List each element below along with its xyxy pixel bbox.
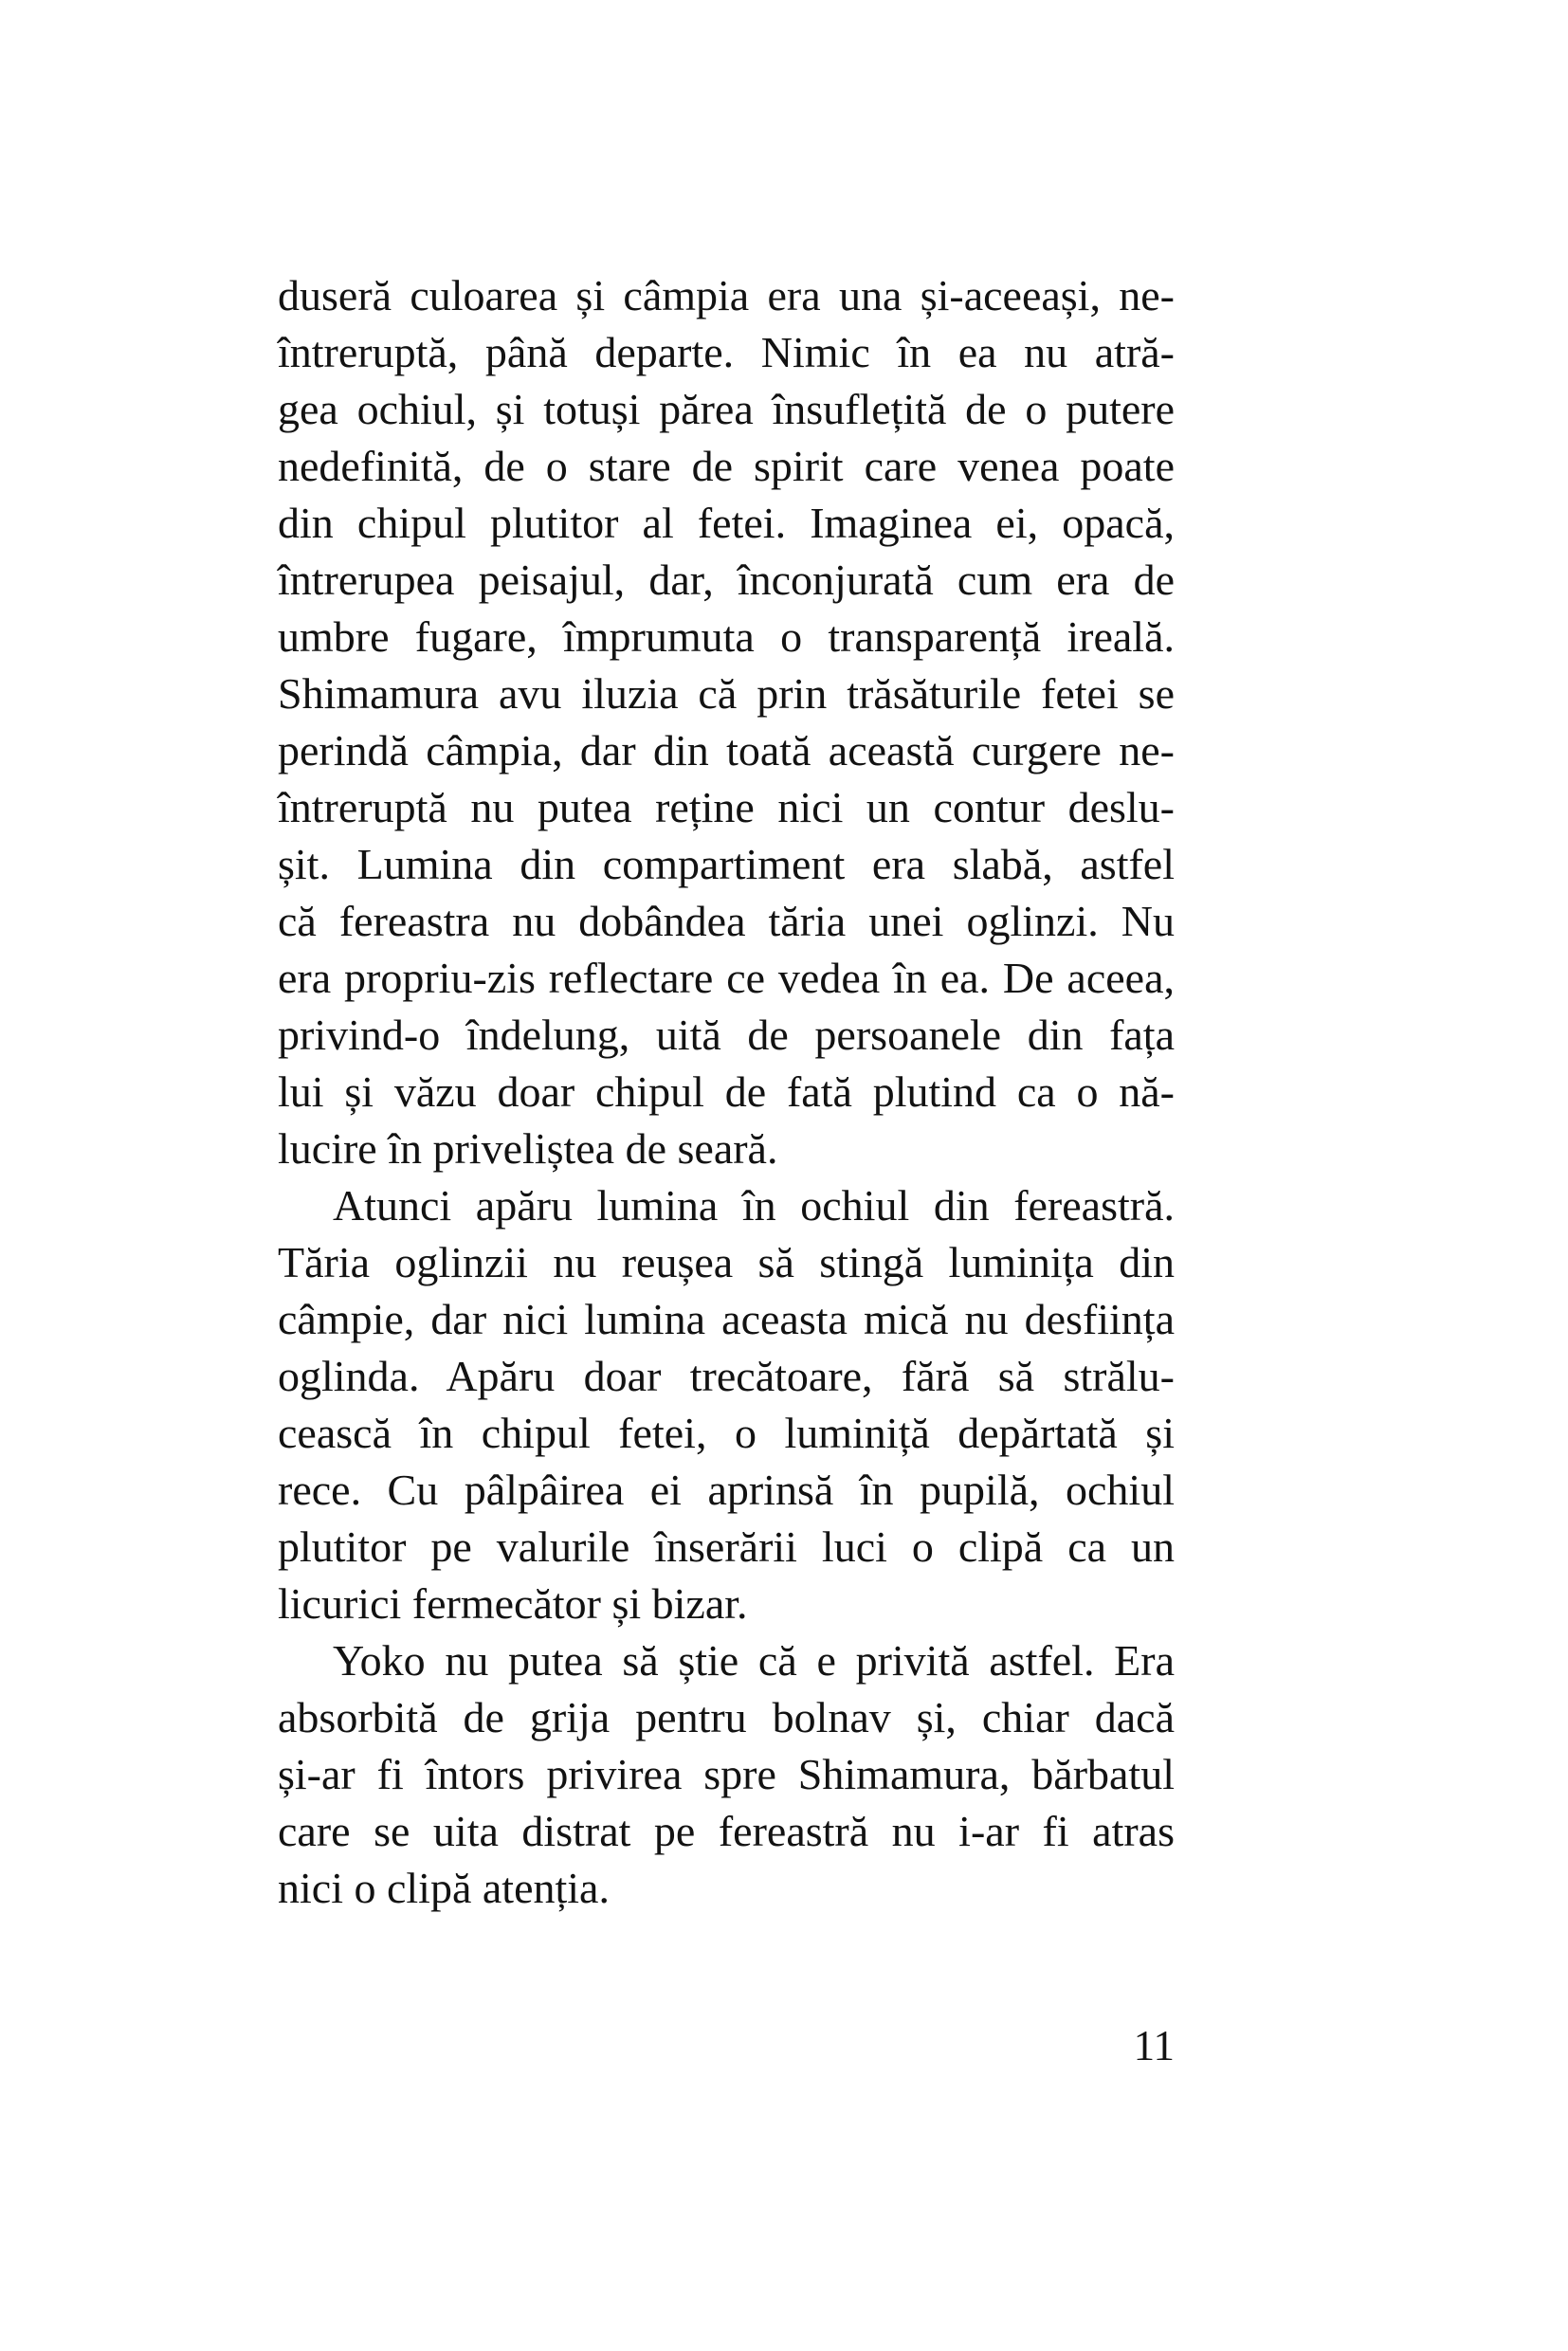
text-line: că fereastra nu dobândea tăria unei oglinzi. Nu bbox=[278, 897, 1175, 945]
text-line: umbre fugare, împrumuta o transparență ireală. bbox=[278, 612, 1175, 661]
text-line: Yoko nu putea să știe că e privită astfel. Era bbox=[333, 1636, 1175, 1685]
text-line: din chipul plutitor al fetei. Imaginea ei, opacă, bbox=[278, 499, 1175, 547]
text-line: întreruptă nu putea reține nici un contur deslu- bbox=[278, 783, 1175, 831]
text-line: întrerupea peisajul, dar, înconjurată cum era de bbox=[278, 556, 1175, 604]
body-text bbox=[278, 267, 1175, 1917]
text-line: șit. Lumina din compartiment era slabă, astfel bbox=[278, 840, 1175, 888]
text-line: privind-o îndelung, uită de persoanele din fața bbox=[278, 1011, 1175, 1059]
text-line: nedefinită, de o stare de spirit care venea poate bbox=[278, 442, 1175, 490]
text-line: nici o clipă atenția. bbox=[278, 1864, 610, 1912]
text-line: rece. Cu pâlpâirea ei aprinsă în pupilă, ochiul bbox=[278, 1466, 1175, 1514]
text-line: absorbită de grija pentru bolnav și, chiar dacă bbox=[278, 1693, 1175, 1741]
text-line: lui și văzu doar chipul de fată plutind ca o nă- bbox=[278, 1067, 1175, 1116]
text-line: cească în chipul fetei, o luminiță depărtată și bbox=[278, 1409, 1175, 1457]
text-line: oglinda. Apăru doar trecătoare, fără să strălu- bbox=[278, 1352, 1175, 1400]
text-line: întreruptă, până departe. Nimic în ea nu atră- bbox=[278, 328, 1175, 376]
text-line: câmpie, dar nici lumina aceasta mică nu desființa bbox=[278, 1295, 1175, 1343]
text-line: gea ochiul, și totuși părea însuflețită de o putere bbox=[278, 385, 1175, 433]
text-line: și-ar fi întors privirea spre Shimamura, bărbatul bbox=[278, 1750, 1175, 1798]
text-line: plutitor pe valurile înserării luci o clipă ca un bbox=[278, 1522, 1175, 1571]
text-line: licurici fermecător și bizar. bbox=[278, 1579, 748, 1628]
text-line: Shimamura avu iluzia că prin trăsăturile fetei se bbox=[278, 669, 1175, 718]
text-line: perindă câmpia, dar din toată această curgere ne- bbox=[278, 726, 1175, 775]
text-line: era propriu-zis reflectare ce vedea în ea. De aceea, bbox=[278, 954, 1175, 1002]
text-line: care se uita distrat pe fereastră nu i-ar fi atras bbox=[278, 1807, 1175, 1855]
text-line: Atunci apăru lumina în ochiul din fereastră. bbox=[333, 1181, 1175, 1230]
text-line: lucire în priveliștea de seară. bbox=[278, 1124, 778, 1173]
text-line: Tăria oglinzii nu reușea să stingă luminița din bbox=[278, 1238, 1175, 1286]
text-line: duseră culoarea și câmpia era una și-aceeași, ne- bbox=[278, 271, 1175, 319]
page-number: 11 bbox=[1133, 2022, 1175, 2069]
